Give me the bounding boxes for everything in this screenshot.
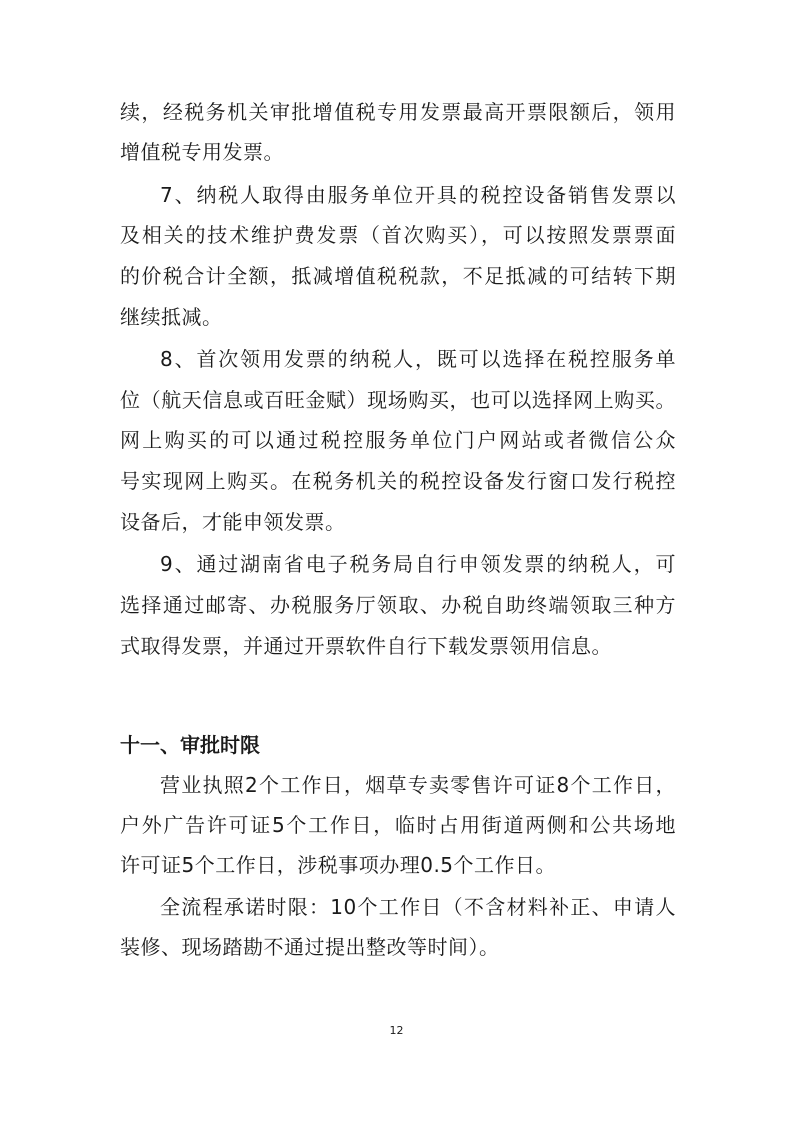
paragraph-line: 全流程承诺时限：10个工作日（不含材料补正、申请人 — [160, 895, 676, 919]
paragraph-line: 选择通过邮寄、办税服务厅领取、办税自助终端领取三种方 — [120, 593, 676, 617]
paragraph-line: 户外广告许可证5个工作日，临时占用街道两侧和公共场地 — [120, 813, 676, 837]
paragraph-line: 8、首次领用发票的纳税人，既可以选择在税控服务单 — [160, 347, 676, 371]
paragraph-line: 及相关的技术维护费发票（首次购买），可以按照发票票面 — [120, 223, 676, 247]
page-number: 12 — [389, 1024, 404, 1037]
paragraph-line: 营业执照2个工作日，烟草专卖零售许可证8个工作日， — [160, 773, 676, 797]
paragraph-line: 继续抵减。 — [120, 305, 223, 329]
paragraph-line: 装修、现场踏勘不通过提出整改等时间）。 — [120, 935, 500, 959]
paragraph-line: 网上购买的可以通过税控服务单位门户网站或者微信公众 — [120, 428, 676, 452]
paragraph-line: 的价税合计全额，抵减增值税税款，不足抵减的可结转下期 — [120, 264, 676, 288]
paragraph-line: 7、纳税人取得由服务单位开具的税控设备销售发票以 — [160, 183, 676, 207]
paragraph-line: 设备后，才能申领发票。 — [120, 510, 346, 534]
paragraph-line: 许可证5个工作日，涉税事项办理0.5个工作日。 — [120, 853, 557, 877]
paragraph-line: 位（航天信息或百旺金赋）现场购买，也可以选择网上购买。 — [120, 388, 676, 412]
paragraph-line: 增值税专用发票。 — [120, 140, 284, 164]
section-heading: 十一、审批时限 — [120, 733, 260, 757]
paragraph-line: 9、通过湖南省电子税务局自行申领发票的纳税人，可 — [160, 552, 676, 576]
paragraph-line: 号实现网上购买。在税务机关的税控设备发行窗口发行税控 — [120, 469, 676, 493]
paragraph-line: 式取得发票，并通过开票软件自行下载发票领用信息。 — [120, 634, 612, 658]
paragraph-line: 续，经税务机关审批增值税专用发票最高开票限额后，领用 — [120, 100, 676, 124]
